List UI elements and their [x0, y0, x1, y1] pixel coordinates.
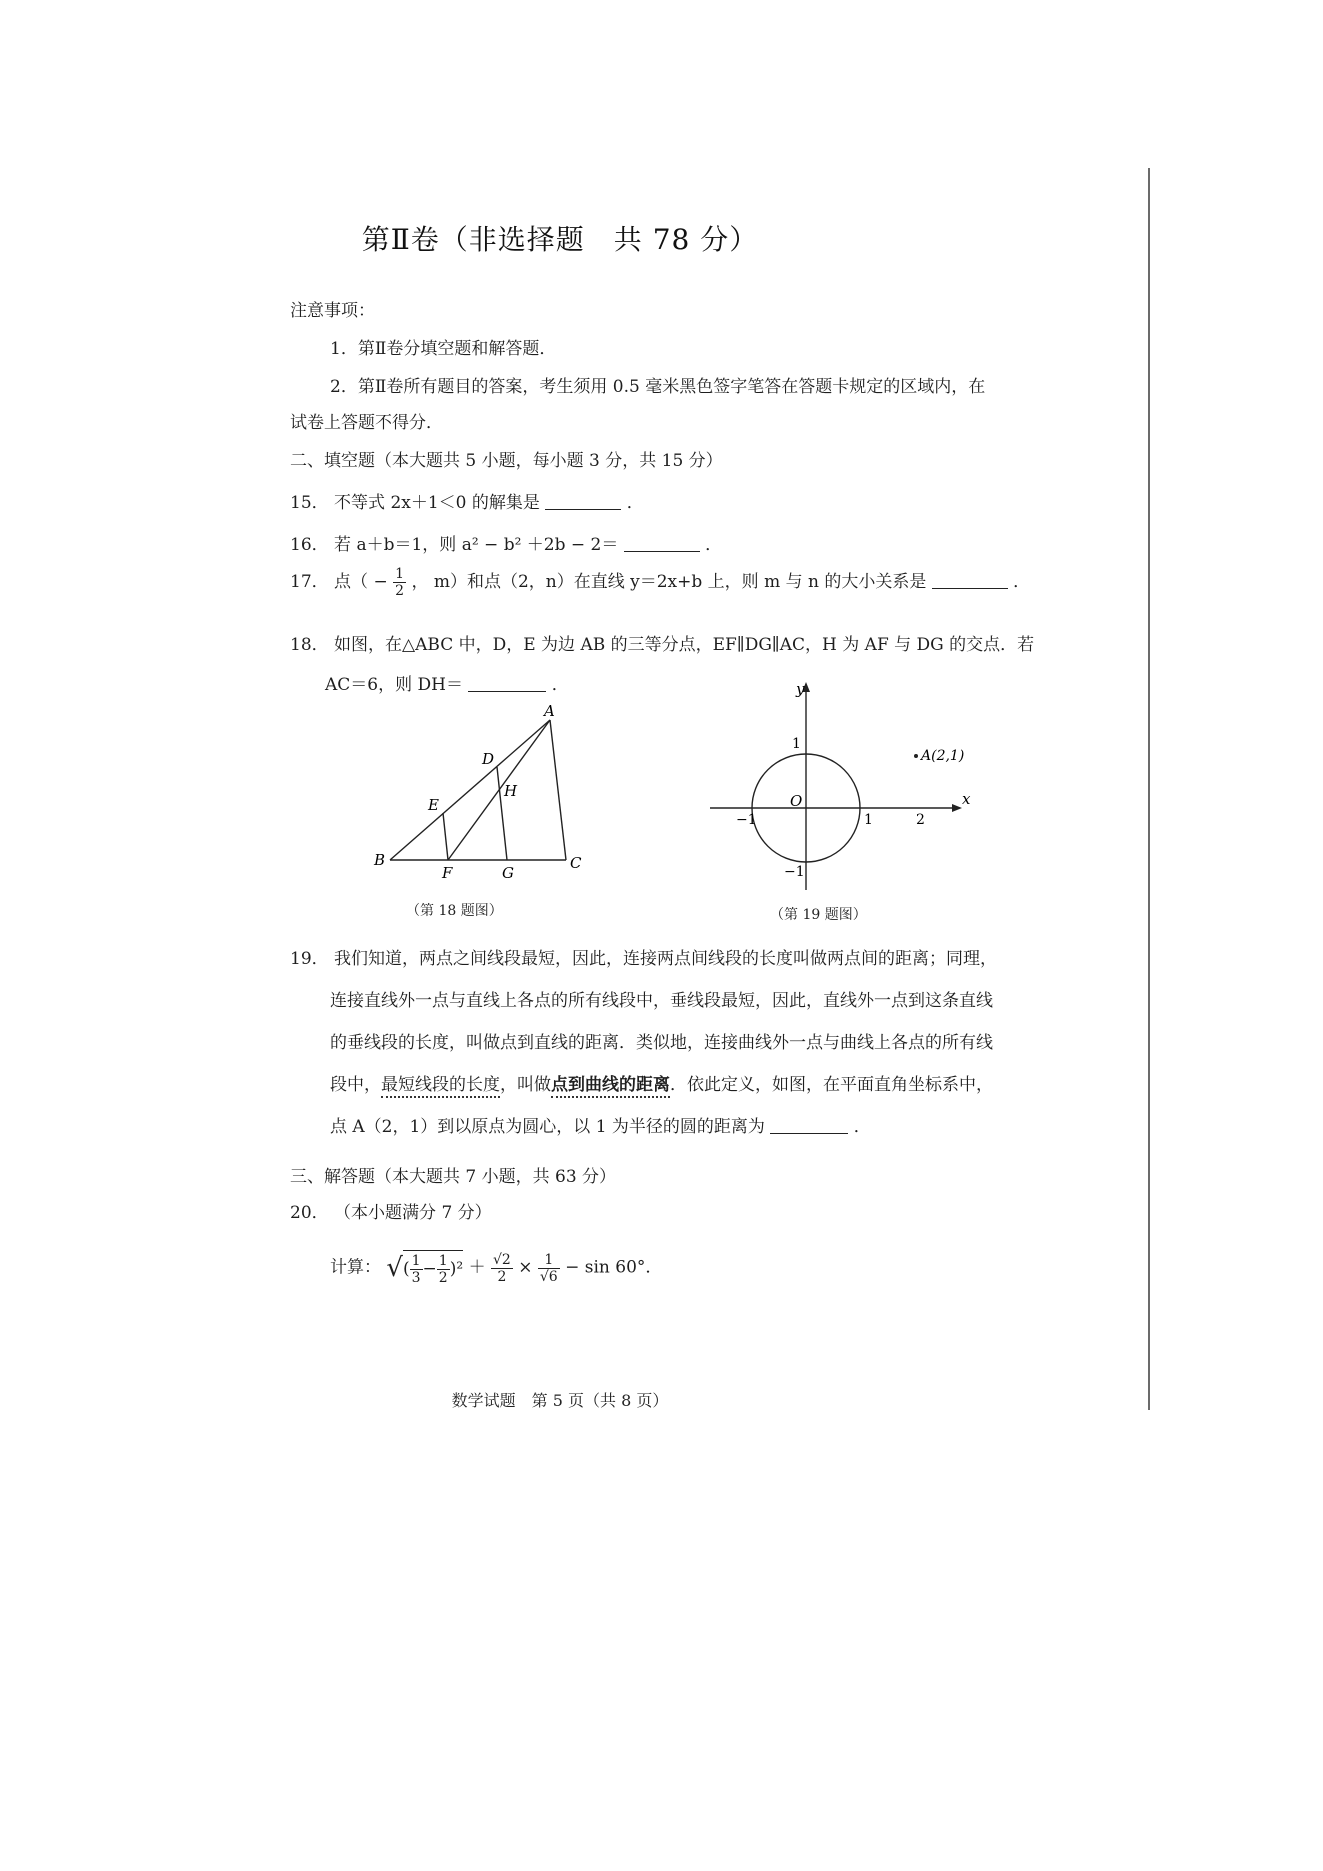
fig19-origin: O	[790, 792, 803, 810]
q17-pre: 点（ −	[334, 572, 388, 592]
q19-line4-b: ，叫做	[500, 1075, 551, 1095]
fig19-tick-x1: 1	[864, 812, 873, 828]
q18-answer-blank	[468, 675, 546, 692]
q19-line4-a: 段中，	[330, 1075, 381, 1095]
q20-tail: − sin 60°．	[565, 1257, 663, 1278]
sqrt-radicand: ( $\frac{1}{3}$ − $\frac{1}{2}$ )²	[403, 1250, 463, 1286]
fig19-axis-y: y	[796, 680, 805, 698]
question-18	[290, 630, 1034, 655]
sqrt-symbol: √	[386, 1253, 403, 1283]
figure-18-triangle	[370, 700, 600, 880]
fig19-tick-yneg1: −1	[784, 864, 805, 880]
fig18-label-B: B	[374, 851, 386, 869]
fig19-tick-x2: 2	[916, 812, 925, 828]
section2-heading: 二、填空题（本大题共 5 小题，每小题 3 分，共 15 分）	[290, 451, 723, 471]
fig18-label-C: C	[570, 854, 582, 872]
q20-plus: ＋	[468, 1257, 486, 1278]
q20-frac-1-3: $\frac{1}{3}$	[411, 1253, 421, 1286]
q18-text2: AC＝6，则 DH＝	[325, 675, 463, 695]
note-item-1: 1．第Ⅱ卷分填空题和解答题．	[330, 339, 557, 359]
fig19-point-label: A(2,1)	[921, 748, 965, 764]
q16-text: 若 a＋b＝1，则 a² − b² ＋2b − 2＝	[334, 535, 619, 555]
q20-frac-sqrt2-2: $\frac{√2}{2}$	[492, 1251, 511, 1285]
q20-frac-1-2: $\frac{1}{2}$	[438, 1253, 448, 1286]
q19-emphasis-shortest: 最短线段的长度	[381, 1075, 500, 1098]
question-17	[290, 566, 1030, 599]
figure-19-circle-plot	[690, 680, 980, 900]
question-16	[290, 530, 722, 555]
q19-line5-text: 点 A（2，1）到以原点为圆心，以 1 为半径的圆的距离为	[330, 1117, 765, 1137]
q19-number: 19．	[290, 949, 329, 969]
q16-number: 16．	[290, 535, 329, 555]
fig19-tick-y1: 1	[792, 736, 801, 752]
q17-answer-blank	[932, 572, 1008, 589]
fig18-label-D: D	[482, 750, 495, 768]
q18-number: 18．	[290, 635, 329, 655]
question-20-header	[290, 1198, 492, 1223]
note-item-2-cont: 试卷上答题不得分．	[290, 413, 443, 433]
q20-frac-1-sqrt6: $\frac{1}{√6}$	[539, 1251, 558, 1285]
q19-emphasis-distance: 点到曲线的距离	[551, 1075, 670, 1098]
q20-points: （本小题满分 7 分）	[334, 1203, 492, 1223]
fig19-tick-xneg1: −1	[736, 812, 757, 828]
q17-post: ， m）和点（2，n）在直线 y＝2x+b 上，则 m 与 n 的大小关系是	[411, 572, 927, 592]
question-19-line-2: 连接直线外一点与直线上各点的所有线段中，垂线段最短，因此，直线外一点到这条直线	[330, 991, 993, 1011]
page-edge-rule	[1148, 168, 1150, 1410]
note-item-2: 2．第Ⅱ卷所有题目的答案，考生须用 0.5 毫米黑色签字笔答在答题卡规定的区域内，在	[330, 377, 986, 397]
q20-lead: 计算：	[330, 1257, 381, 1278]
question-20-expression	[330, 1250, 662, 1286]
fig18-label-G: G	[502, 864, 514, 880]
q17-number: 17．	[290, 572, 329, 592]
question-18-cont	[325, 670, 569, 695]
page-footer: 数学试题 第 5 页（共 8 页）	[451, 1391, 669, 1410]
q19-end: ．	[853, 1117, 871, 1137]
q18-text: 如图，在△ABC 中，D，E 为边 AB 的三等分点，EF∥DG∥AC，H 为 AF 与 DG 的交点．若	[334, 635, 1035, 655]
q17-fraction: $\frac{1}{2}$	[395, 566, 405, 599]
notes-heading: 注意事项：	[290, 301, 375, 321]
q20-times: ×	[518, 1257, 533, 1278]
q20-number: 20．	[290, 1203, 329, 1223]
question-19-line-1	[290, 944, 997, 969]
fig19-point-A	[914, 754, 918, 758]
question-19-line-5	[330, 1112, 871, 1137]
q16-end: ．	[705, 535, 723, 555]
fig18-label-H: H	[504, 782, 518, 800]
fig18-label-E: E	[428, 796, 439, 814]
q15-answer-blank	[545, 493, 621, 510]
figure-18-caption: （第 18 题图）	[406, 903, 503, 919]
figure-19-caption: （第 19 题图）	[770, 907, 867, 923]
q18-end: ．	[551, 675, 569, 695]
q19-line4-c: ．依此定义，如图，在平面直角坐标系中，	[670, 1075, 993, 1095]
q15-text: 不等式 2x＋1＜0 的解集是	[334, 493, 540, 513]
q16-answer-blank	[624, 535, 700, 552]
question-19-line-3: 的垂线段的长度，叫做点到直线的距离．类似地，连接曲线外一点与曲线上各点的所有线	[330, 1033, 993, 1053]
q19-line-1-text: 我们知道，两点之间线段最短，因此，连接两点间线段的长度叫做两点间的距离；同理，	[334, 949, 998, 969]
section3-heading: 三、解答题（本大题共 7 小题，共 63 分）	[290, 1167, 617, 1187]
fig19-axis-x: x	[962, 790, 971, 808]
fig18-label-A: A	[544, 702, 555, 720]
q17-end: ．	[1013, 572, 1031, 592]
page-title: 第Ⅱ卷（非选择题 共 78 分）	[361, 223, 759, 256]
fig18-label-F: F	[442, 864, 453, 880]
q15-end: ．	[626, 493, 644, 513]
question-15	[290, 488, 644, 513]
q19-answer-blank	[770, 1117, 848, 1134]
question-19-line-4	[330, 1070, 993, 1095]
q15-number: 15．	[290, 493, 329, 513]
